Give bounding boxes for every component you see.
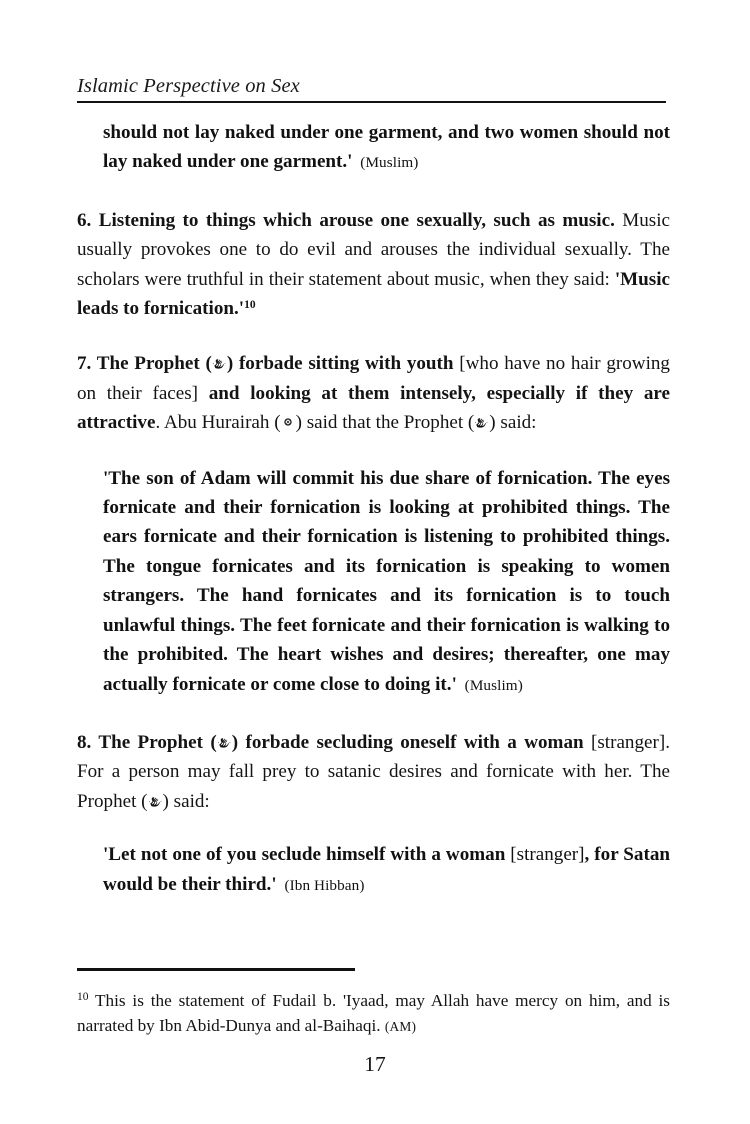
quote-continued-source: (Muslim) <box>360 154 419 172</box>
quote-continued-text: should not lay naked under one garment, and two women should not lay naked under one garment.' <box>103 122 670 173</box>
sallallahu-alayhi-wasallam-icon <box>474 415 489 430</box>
item-8-text: [stranger]. For a person may fall prey to satanic desires and fornicate with her. The Prophet ( <box>77 731 670 812</box>
hadith-quote-2-bold-end: , for Satan would be their third.' <box>103 844 670 895</box>
radiyallahu-anhu-icon <box>281 415 296 430</box>
item-6-text: Music usually provokes one to do evil and arouses the individual sexually. The scholars were truthful in their statement about music, when they said: <box>77 209 670 290</box>
item-8-lead: 8. The Prophet ( <box>77 731 217 753</box>
footnote-attribution: (AM) <box>384 1019 417 1034</box>
paragraph-item-6 <box>77 206 670 324</box>
item-6-lead: 6. Listening to things which arouse one sexually, such as music. <box>77 209 615 231</box>
item-7-lead-after: ) forbade sitting with youth <box>226 353 454 375</box>
paragraph-item-8 <box>77 728 670 816</box>
item-6-inner-quote: 'Music leads to fornication.' <box>77 268 670 320</box>
hadith-quote-1-source: (Muslim) <box>464 676 523 694</box>
header-rule <box>77 101 666 103</box>
paragraph-item-7 <box>77 349 670 437</box>
hadith-quote-2 <box>103 840 670 900</box>
item-7-bold-middle: and looking at them intensely, especially if they are attractive <box>77 382 670 434</box>
footnote-body-text: This is the statement of Fudail b. 'Iyaad, may Allah have mercy on him, and is narrated by Ibn Abid-Dunya and al-Baihaqi. <box>77 990 670 1035</box>
sallallahu-alayhi-wasallam-icon <box>217 735 232 750</box>
item-7-lead: 7. The Prophet ( <box>77 353 212 375</box>
footnote-reference-10[interactable]: 10 <box>244 299 256 312</box>
hadith-quote-1 <box>103 464 670 700</box>
body-column <box>77 118 670 900</box>
quote-continued <box>103 118 670 178</box>
item-7-text-after-glyph: ) said that the Prophet ( <box>295 412 475 434</box>
item-7-text-after: . Abu Hurairah ( <box>155 412 281 434</box>
hadith-quote-1-text: 'The son of Adam will commit his due share of fornication. The eyes fornicate and their fornication is looking at prohibited things. The ears fornicate and their fornication is listening to prohibited things. The tongue fornicates and its fornication is speaking to women strangers. The hand fornicates and its fornication is to touch unlawful things. The feet fornicate and their fornication is walking to the prohibited. The heart wishes and desires; thereafter, one may actually fornicate or come close to doing it.' <box>103 467 670 695</box>
footnote-10 <box>77 988 670 1040</box>
item-8-text-end: ) said: <box>162 790 210 812</box>
sallallahu-alayhi-wasallam-icon <box>212 356 227 371</box>
sallallahu-alayhi-wasallam-icon <box>148 794 163 809</box>
page-number: 17 <box>364 1052 386 1076</box>
footnote-area <box>77 968 670 1040</box>
item-7-text-end: ) said: <box>489 412 537 434</box>
footnote-marker: 10 <box>77 990 89 1003</box>
item-7-bracket: [who have no hair growing on their faces] <box>77 353 670 404</box>
running-head <box>77 76 666 103</box>
hadith-quote-2-normal-middle: [stranger] <box>505 844 585 866</box>
hadith-quote-2-source: (Ibn Hibban) <box>284 876 365 894</box>
footnote-separator-rule <box>77 968 355 971</box>
hadith-quote-2-bold-start: 'Let not one of you seclude himself with a woman <box>103 844 506 866</box>
page-title: Islamic Perspective on Sex <box>77 75 300 97</box>
item-8-lead-after: ) forbade secluding oneself with a woman <box>231 731 584 753</box>
